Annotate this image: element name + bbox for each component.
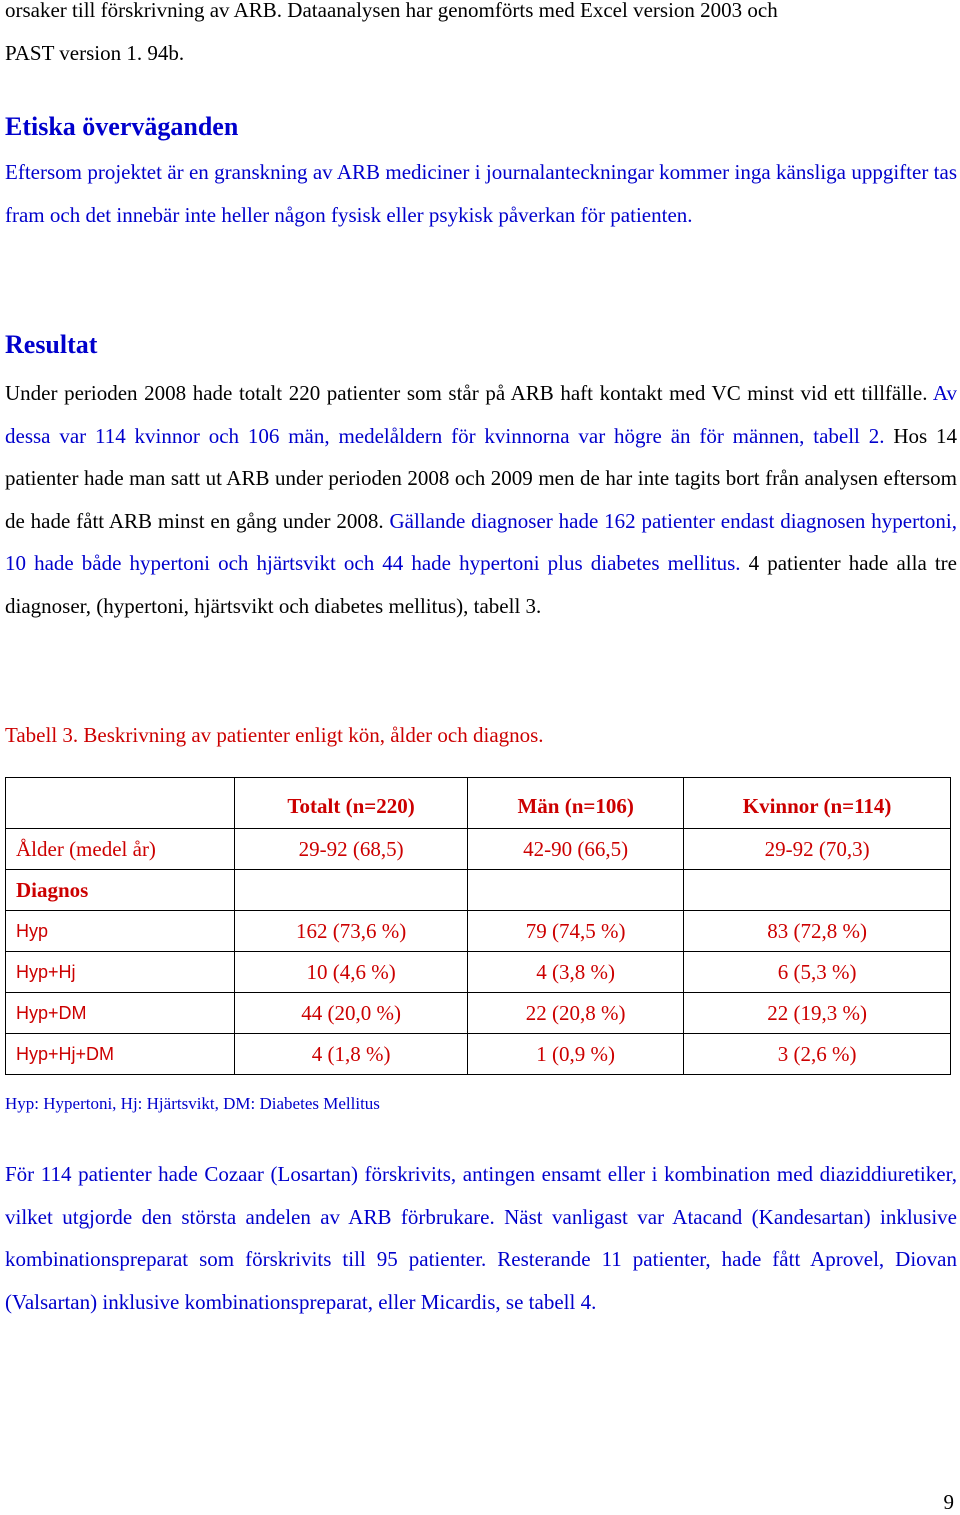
age-men: 42-90 (66,5) [468,829,684,870]
row-men: 79 (74,5 %) [468,911,684,952]
results-heading: Resultat [5,330,98,359]
row-women: 22 (19,3 %) [684,993,951,1034]
table-row [6,952,951,993]
header-total: Totalt (n=220) [235,778,468,829]
diagnos-empty-1 [235,870,468,911]
table-row [6,993,951,1034]
table-row [6,1034,951,1075]
results-text-5: 4 patienter hade alla tre diagnoser, (hypertoni, hjärtsvikt och diabetes mellitus), tabell 3. [5,551,957,618]
age-total: 29-92 (68,5) [235,829,468,870]
intro-line-1: orsaker till förskrivning av ARB. Dataanalysen har genomförts med Excel version 2003 och [5,0,778,22]
drug-paragraph: För 114 patienter hade Cozaar (Losartan) förskrivits, antingen ensamt eller i kombination med diaziddiuretiker, vilket utgjorde den största andelen av ARB förbrukare. Näst vanligast var Atacand (Kandesartan) inklusive kombinationspreparat som förskrivits till 95 patienter. Resterande 11 patienter, hade fått Aprovel, Diovan (Valsartan) inklusive kombinationspreparat, eller Micardis, se tabell 4. [5,1162,957,1314]
row-men: 22 (20,8 %) [468,993,684,1034]
row-women: 83 (72,8 %) [684,911,951,952]
results-text-1: Under perioden 2008 hade totalt 220 patienter som står på ARB haft kontakt med VC minst vid ett tillfälle. [5,381,928,405]
row-total: 44 (20,0 %) [235,993,468,1034]
table-row [6,911,951,952]
table-caption: Tabell 3. Beskrivning av patienter enligt kön, ålder och diagnos. [5,723,544,747]
ethics-paragraph: Eftersom projektet är en granskning av ARB mediciner i journalanteckningar kommer inga känsliga uppgifter tas fram och det innebär inte heller någon fysisk eller psykisk påverkan för patienten. [5,160,957,227]
patient-table [5,777,951,1075]
results-text-3: Hos 14 patienter hade man satt ut ARB under perioden 2008 och 2009 men de har inte tagits bort från analysen eftersom de hade fått ARB minst en gång under 2008. [5,423,958,533]
table-row-age [6,829,951,870]
age-label: Ålder (medel år) [6,829,235,870]
diagnos-label: Diagnos [6,870,235,911]
row-women: 6 (5,3 %) [684,952,951,993]
intro-line-2: PAST version 1. 94b. [5,40,185,65]
header-men: Män (n=106) [468,778,684,829]
intro-paragraph [5,0,957,74]
row-women: 3 (2,6 %) [684,1034,951,1075]
row-label: Hyp+DM [6,993,235,1034]
document-page [5,0,957,1515]
table-footnote: Hyp: Hypertoni, Hj: Hjärtsvikt, DM: Diabetes Mellitus [5,1094,380,1113]
row-total: 10 (4,6 %) [235,952,468,993]
row-men: 4 (3,8 %) [468,952,684,993]
row-men: 1 (0,9 %) [468,1034,684,1075]
ethics-heading: Etiska överväganden [5,112,239,141]
age-women: 29-92 (70,3) [684,829,951,870]
table-row-diagnos [6,870,951,911]
diagnos-empty-2 [468,870,684,911]
header-empty-cell [6,778,235,829]
row-label: Hyp+Hj [6,952,235,993]
row-label: Hyp+Hj+DM [6,1034,235,1075]
results-text-2: Av dessa var 114 kvinnor och 106 män, medelåldern för kvinnorna var högre än för männen, tabell 2. [5,381,958,448]
header-women: Kvinnor (n=114) [684,778,951,829]
results-text-4: Gällande diagnoser hade 162 patienter endast diagnosen hypertoni, 10 hade både hypertoni och hjärtsvikt och 44 hade hypertoni plus diabetes mellitus. [5,508,957,575]
row-total: 162 (73,6 %) [235,911,468,952]
table-header-row [6,778,951,829]
row-label: Hyp [6,911,235,952]
results-paragraph [5,372,957,627]
row-total: 4 (1,8 %) [235,1034,468,1075]
page-number: 9 [943,1490,954,1514]
diagnos-empty-3 [684,870,951,911]
